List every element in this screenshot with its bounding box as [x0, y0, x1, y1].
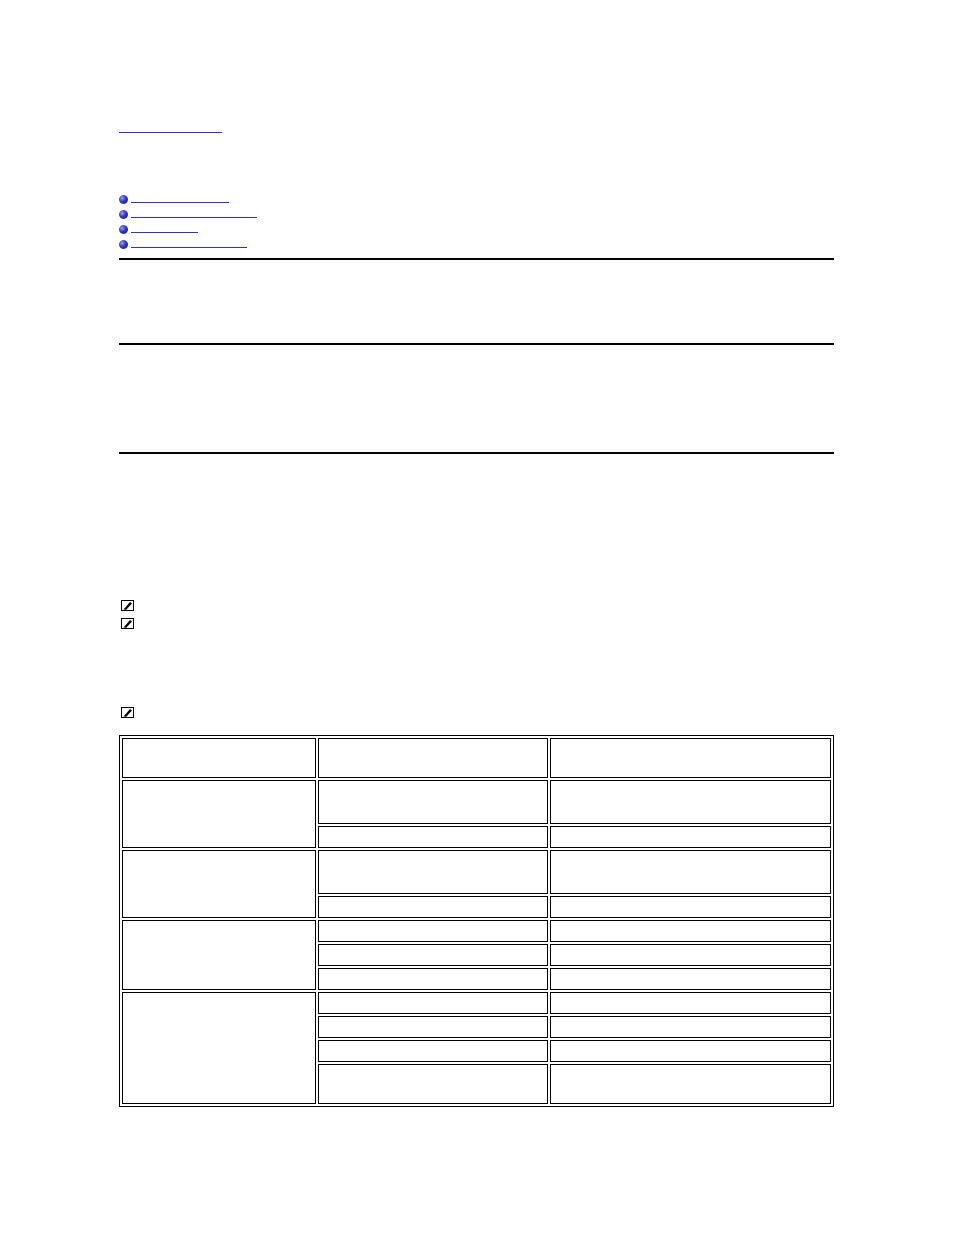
table-header-cell	[318, 738, 548, 778]
toc-link[interactable]	[131, 232, 198, 233]
table-cell	[550, 944, 831, 966]
table-cell	[550, 1040, 831, 1062]
toc-item[interactable]	[119, 240, 319, 255]
bullet-icon	[119, 195, 128, 204]
table-cell	[318, 992, 548, 1014]
table-cell	[550, 896, 831, 918]
table-cell	[318, 968, 548, 990]
toc-link[interactable]	[131, 217, 257, 218]
table-cell	[550, 992, 831, 1014]
note	[121, 707, 134, 718]
table-row	[122, 920, 831, 942]
table-cell	[318, 850, 548, 894]
note	[121, 618, 134, 629]
table-of-contents	[119, 195, 319, 255]
toc-link[interactable]	[131, 247, 247, 248]
table-row	[122, 780, 831, 824]
table-cell	[550, 826, 831, 848]
group-label-cell	[122, 780, 316, 848]
table-cell	[318, 826, 548, 848]
table-header-cell	[550, 738, 831, 778]
section-divider	[119, 452, 834, 454]
spec-table	[119, 735, 834, 1107]
table-cell	[318, 1040, 548, 1062]
bullet-icon	[119, 240, 128, 249]
table-cell	[550, 968, 831, 990]
group-label-cell	[122, 992, 316, 1104]
table-cell	[318, 896, 548, 918]
note	[121, 600, 134, 611]
table-header-cell	[122, 738, 316, 778]
bullet-icon	[119, 210, 128, 219]
table-cell	[318, 1016, 548, 1038]
table-cell	[318, 780, 548, 824]
table-header-row	[122, 738, 831, 778]
group-label-cell	[122, 850, 316, 918]
table-cell	[550, 920, 831, 942]
table-cell	[318, 1064, 548, 1104]
toc-item[interactable]	[119, 210, 319, 225]
toc-item[interactable]	[119, 225, 319, 240]
table-row	[122, 850, 831, 894]
table-row	[122, 992, 831, 1014]
note-pencil-icon	[121, 618, 134, 629]
table-cell	[318, 920, 548, 942]
section-divider	[119, 343, 834, 345]
table-cell	[550, 850, 831, 894]
note-pencil-icon	[121, 707, 134, 718]
toc-item[interactable]	[119, 195, 319, 210]
table-cell	[550, 1016, 831, 1038]
table-cell	[550, 780, 831, 824]
table-cell	[318, 944, 548, 966]
toc-link[interactable]	[131, 202, 229, 203]
back-to-contents-link[interactable]	[119, 120, 222, 133]
section-divider	[119, 258, 834, 260]
table-cell	[550, 1064, 831, 1104]
page-bottom-margin	[0, 1110, 954, 1235]
group-label-cell	[122, 920, 316, 990]
bullet-icon	[119, 225, 128, 234]
note-pencil-icon	[121, 600, 134, 611]
